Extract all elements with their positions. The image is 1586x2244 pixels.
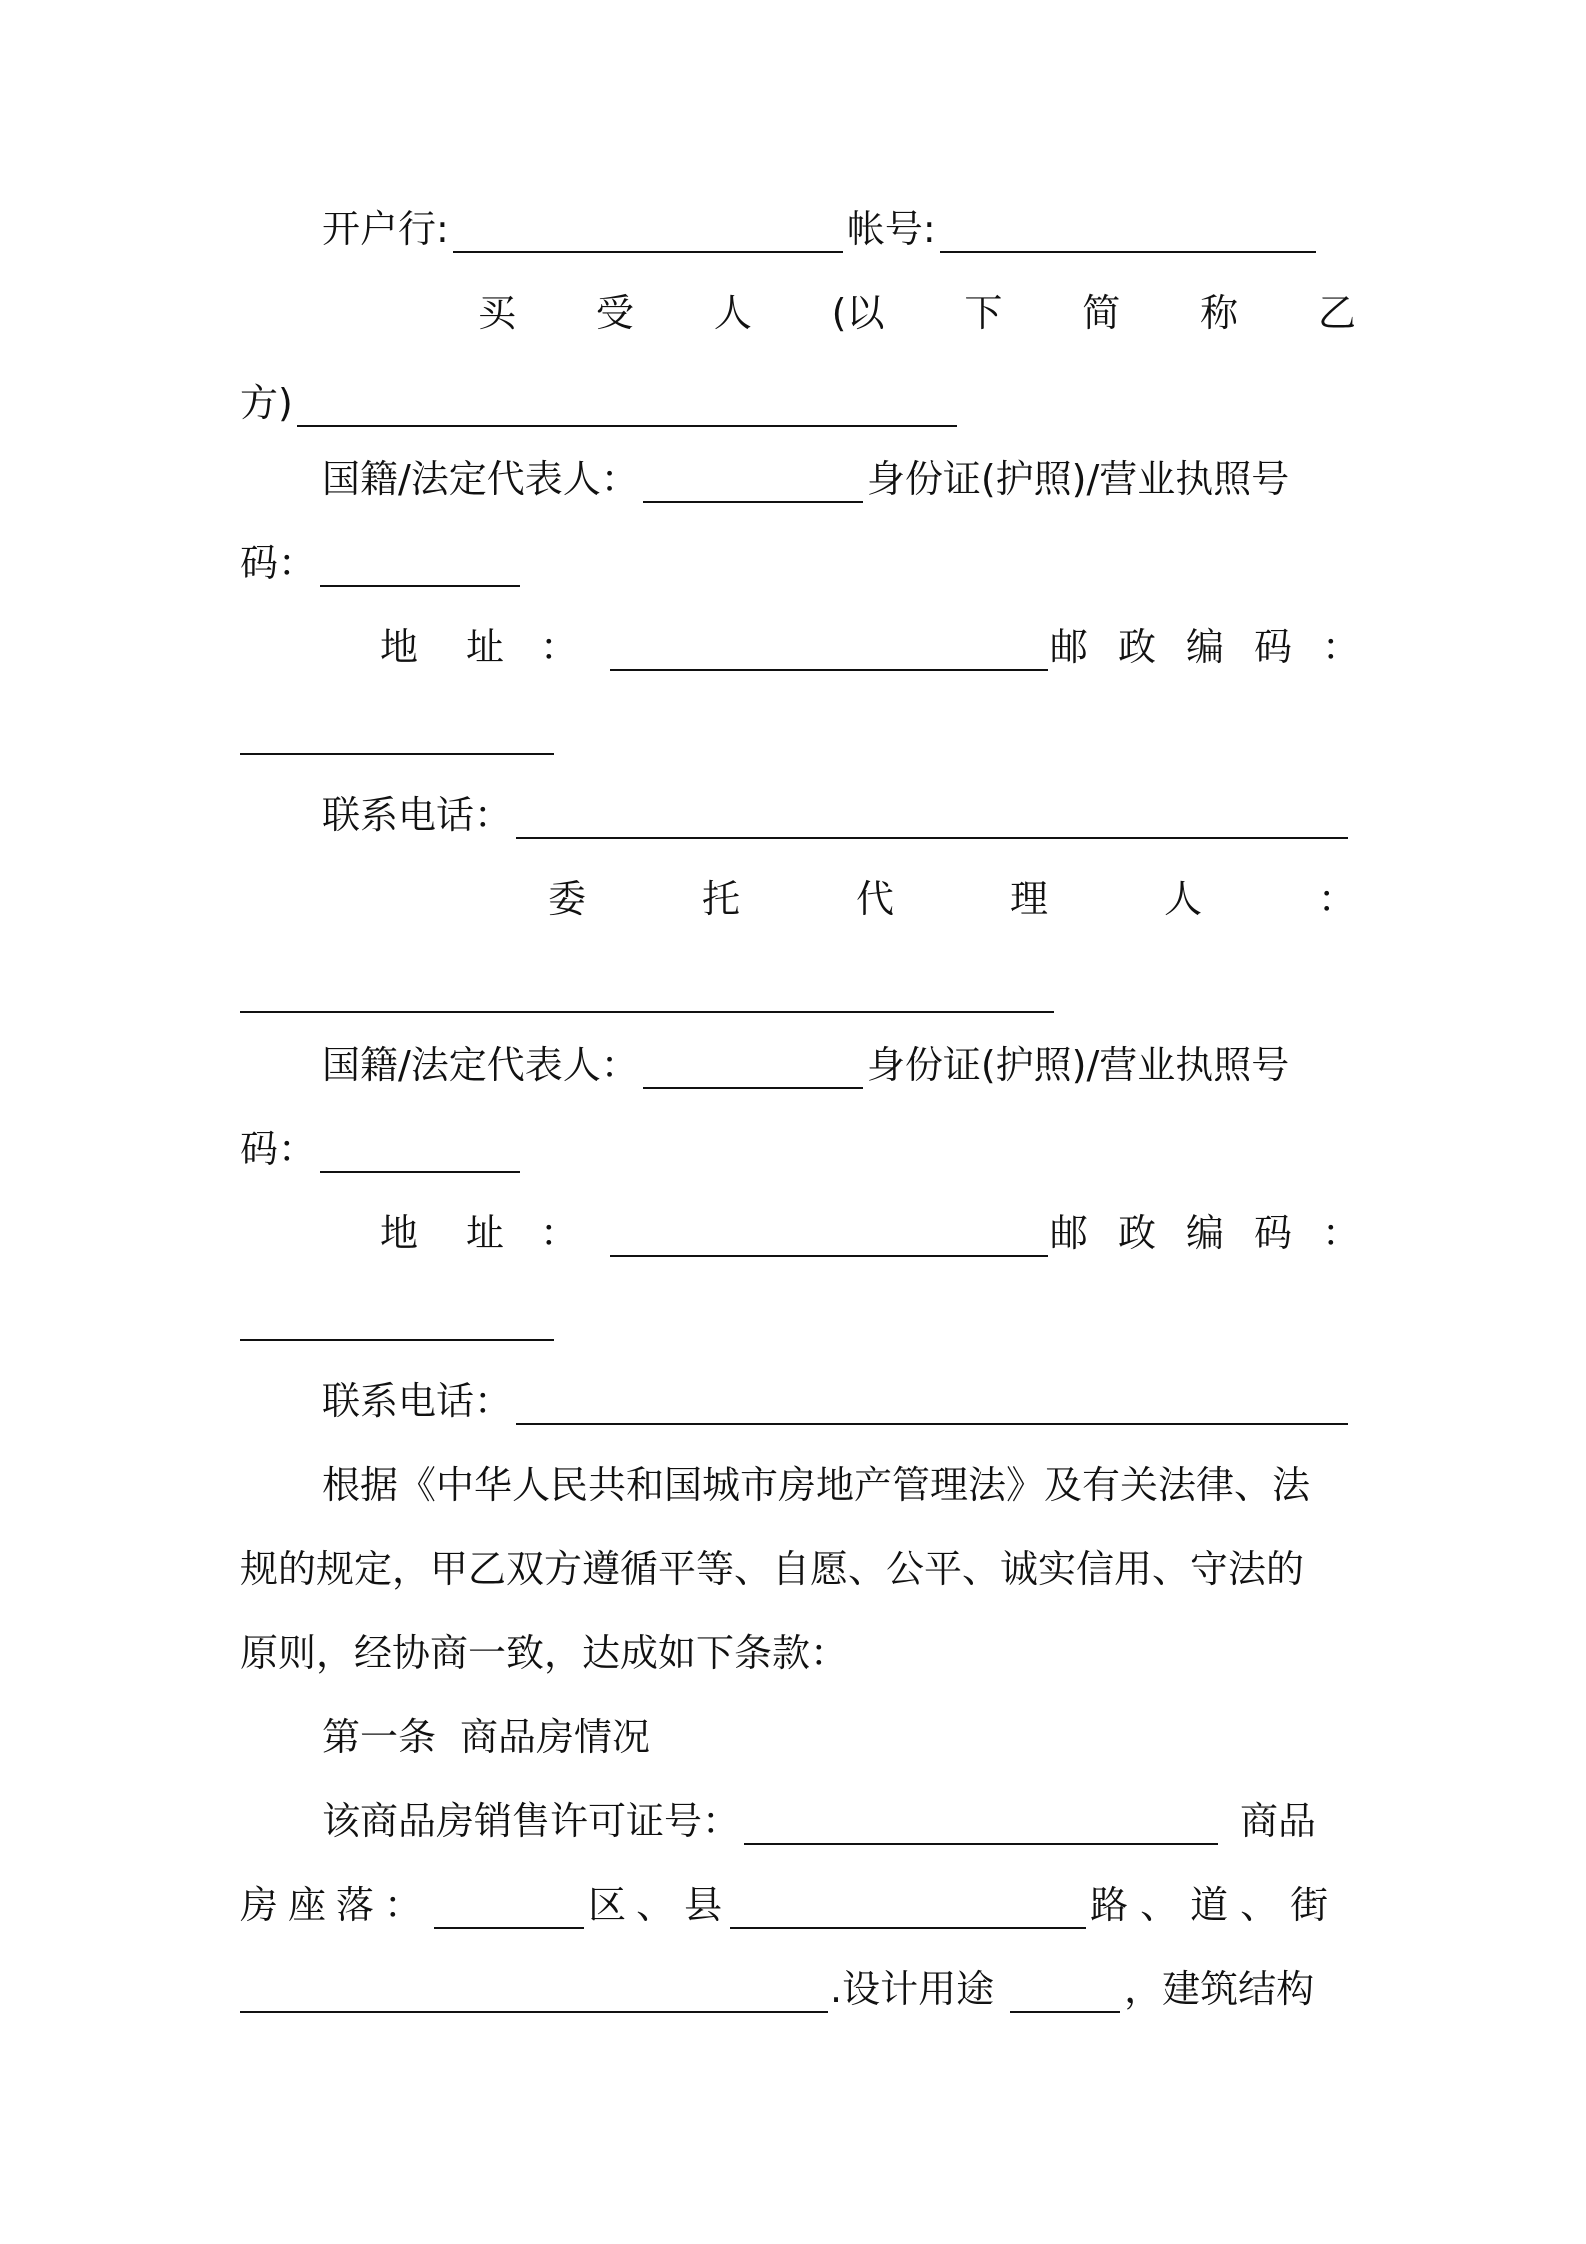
- buyer-name-line: [240, 378, 1000, 428]
- address-char-1: 地: [380, 625, 419, 669]
- agent-postal-char-5: ：: [1321, 1211, 1360, 1255]
- district-blank[interactable]: [434, 1893, 584, 1929]
- address-char-3: ：: [540, 625, 579, 669]
- buyer-heading-line: [478, 288, 1356, 338]
- location-char-3: 落: [336, 1883, 375, 1927]
- structure-label: ，建筑结构: [1124, 1967, 1315, 2011]
- buyer-char-4: (以: [831, 291, 885, 335]
- buyer-char-3: 人: [713, 291, 752, 335]
- postal-char-1: 邮: [1049, 625, 1088, 669]
- agent-address-char-2: 址: [466, 1211, 505, 1255]
- buyer-char-8: 乙: [1317, 291, 1356, 335]
- agent-postal-blank-line: [240, 1292, 560, 1342]
- license-blank[interactable]: [744, 1809, 1218, 1845]
- design-use-blank[interactable]: [1010, 1977, 1120, 2013]
- postal-char-4: 码: [1253, 625, 1292, 669]
- agent-address-blank[interactable]: [610, 1221, 1048, 1257]
- buyer-char-2: 受: [595, 291, 634, 335]
- agent-char-3: 代: [855, 877, 894, 921]
- paragraph-line-2: [240, 1544, 1360, 1594]
- location-sep-1: 、: [636, 1883, 675, 1927]
- nationality-blank[interactable]: [643, 467, 863, 503]
- paragraph-text-1: 根据《中华人民共和国城市房地产管理法》及有关法律、法: [322, 1463, 1311, 1507]
- location-char-1: 房: [240, 1883, 279, 1927]
- account-blank[interactable]: [940, 217, 1316, 253]
- bank-label: 开户行:: [322, 207, 449, 251]
- location-sep-3: 、: [1240, 1883, 1279, 1927]
- agent-address-line: [380, 1208, 1360, 1258]
- location-sep-2: 、: [1140, 1883, 1179, 1927]
- paragraph-text-2: 规的规定，甲乙双方遵循平等、自愿、公平、诚实信用、守法的: [240, 1547, 1305, 1591]
- buyer-char-5: 下: [964, 291, 1003, 335]
- buyer-char-7: 称: [1200, 291, 1239, 335]
- location-char-4: ：: [384, 1883, 423, 1927]
- buyer-char-1: 买: [478, 291, 517, 335]
- agent-phone-label: 联系电话：: [322, 1379, 513, 1423]
- buyer-id-number-line: [240, 538, 540, 588]
- road-blank[interactable]: [730, 1893, 1086, 1929]
- buyer-postal-blank-line: [240, 706, 560, 756]
- buyer-nationality-line: [322, 454, 1362, 504]
- agent-char-5: 人: [1163, 877, 1202, 921]
- agent-nationality-line: [322, 1040, 1362, 1090]
- agent-postal-char-4: 码: [1253, 1211, 1292, 1255]
- postal-char-5: ：: [1321, 625, 1360, 669]
- license-label: 该商品房销售许可证号：: [322, 1799, 741, 1843]
- account-label: 帐号:: [846, 207, 936, 251]
- agent-phone-line: [322, 1376, 1362, 1426]
- agent-id-number-blank[interactable]: [320, 1137, 520, 1173]
- agent-nationality-label: 国籍/法定代表人：: [322, 1043, 639, 1087]
- postal-char-3: 编: [1185, 625, 1224, 669]
- district-label: 区: [588, 1883, 627, 1927]
- paragraph-text-3: 原则，经协商一致，达成如下条款：: [240, 1631, 849, 1675]
- agent-nationality-blank[interactable]: [643, 1053, 863, 1089]
- agent-address-char-1: 地: [380, 1211, 419, 1255]
- paragraph-line-1: [322, 1460, 1362, 1510]
- nationality-label: 国籍/法定代表人：: [322, 457, 639, 501]
- id-number-blank[interactable]: [320, 551, 520, 587]
- id-number-label: 码：: [240, 541, 317, 585]
- phone-label: 联系电话：: [322, 793, 513, 837]
- agent-id-label: 身份证(护照)/营业执照号: [866, 1043, 1290, 1087]
- agent-char-6: ：: [1317, 877, 1356, 921]
- agent-id-number-label: 码：: [240, 1127, 317, 1171]
- address-char-2: 址: [466, 625, 505, 669]
- bank-blank[interactable]: [453, 217, 843, 253]
- bank-account-line: [322, 204, 1358, 254]
- paragraph-line-3: [240, 1628, 1360, 1678]
- agent-char-1: 委: [548, 877, 587, 921]
- article-one-heading: [322, 1712, 1022, 1762]
- agent-postal-char-3: 编: [1185, 1211, 1224, 1255]
- buyer-name-blank[interactable]: [297, 391, 957, 427]
- license-tail: 商品: [1240, 1799, 1317, 1843]
- design-use-label: .设计用途: [830, 1967, 995, 2011]
- buyer-name-label: 方): [240, 381, 293, 425]
- article-number: 第一条: [322, 1715, 437, 1759]
- agent-postal-char-1: 邮: [1049, 1211, 1088, 1255]
- buyer-address-line: [380, 622, 1360, 672]
- location-char-2: 座: [288, 1883, 327, 1927]
- county-label: 县: [684, 1883, 723, 1927]
- agent-phone-blank[interactable]: [516, 1389, 1348, 1425]
- postal-blank[interactable]: [240, 719, 554, 755]
- postal-char-2: 政: [1117, 625, 1156, 669]
- address-blank[interactable]: [610, 635, 1048, 671]
- article-title: 商品房情况: [460, 1715, 651, 1759]
- road-label: 路: [1090, 1883, 1129, 1927]
- agent-char-2: 托: [701, 877, 740, 921]
- agent-name-blank[interactable]: [240, 977, 1054, 1013]
- street-label: 街: [1290, 1883, 1329, 1927]
- agent-id-number-line: [240, 1124, 540, 1174]
- agent-postal-char-2: 政: [1117, 1211, 1156, 1255]
- way-label: 道: [1190, 1883, 1229, 1927]
- agent-char-4: 理: [1009, 877, 1048, 921]
- license-line: [322, 1796, 1362, 1846]
- design-use-line: [240, 1964, 1362, 2014]
- agent-name-blank-line: [240, 964, 1060, 1014]
- street-address-blank[interactable]: [240, 1977, 828, 2013]
- agent-address-char-3: ：: [540, 1211, 579, 1255]
- buyer-char-6: 简: [1082, 291, 1121, 335]
- agent-postal-blank[interactable]: [240, 1305, 554, 1341]
- location-line: [240, 1880, 1362, 1930]
- phone-blank[interactable]: [516, 803, 1348, 839]
- id-label: 身份证(护照)/营业执照号: [866, 457, 1290, 501]
- agent-heading-line: [548, 874, 1356, 924]
- buyer-phone-line: [322, 790, 1362, 840]
